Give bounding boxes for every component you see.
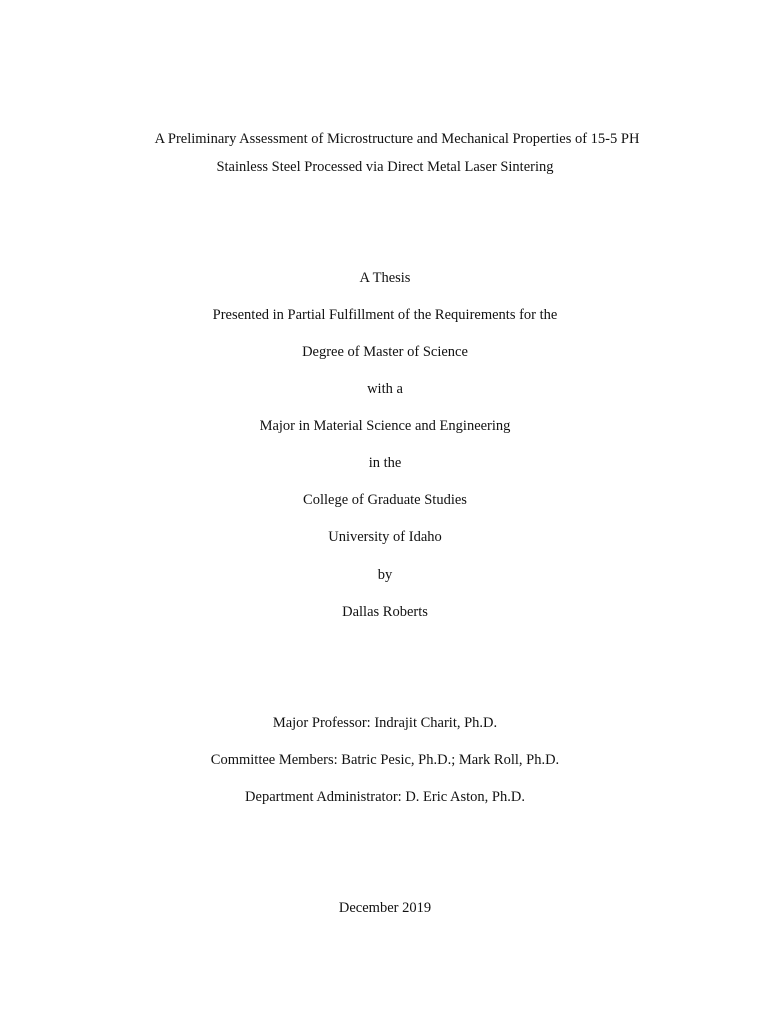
thesis-title-line-2: Stainless Steel Processed via Direct Metal Laser Sintering bbox=[216, 159, 554, 175]
in-the-line: in the bbox=[368, 455, 402, 471]
with-a-line: with a bbox=[367, 381, 403, 397]
major-professor: Major Professor: Indrajit Charit, Ph.D. bbox=[272, 715, 498, 731]
thesis-title-line-1: A Preliminary Assessment of Microstructure and Mechanical Properties of 15-5 PH bbox=[154, 131, 640, 147]
college-line: College of Graduate Studies bbox=[303, 492, 467, 508]
major-line: Major in Material Science and Engineering bbox=[259, 418, 511, 434]
department-administrator: Department Administrator: D. Eric Aston, Ph.D. bbox=[245, 789, 525, 805]
by-line: by bbox=[377, 567, 393, 583]
committee-members: Committee Members: Batric Pesic, Ph.D.; Mark Roll, Ph.D. bbox=[210, 752, 560, 768]
thesis-label: A Thesis bbox=[359, 270, 411, 286]
presented-line: Presented in Partial Fulfillment of the Requirements for the bbox=[212, 307, 558, 323]
university-line: University of Idaho bbox=[328, 529, 442, 545]
author-name: Dallas Roberts bbox=[342, 604, 428, 620]
submission-date: December 2019 bbox=[338, 900, 432, 916]
degree-line: Degree of Master of Science bbox=[302, 344, 468, 360]
